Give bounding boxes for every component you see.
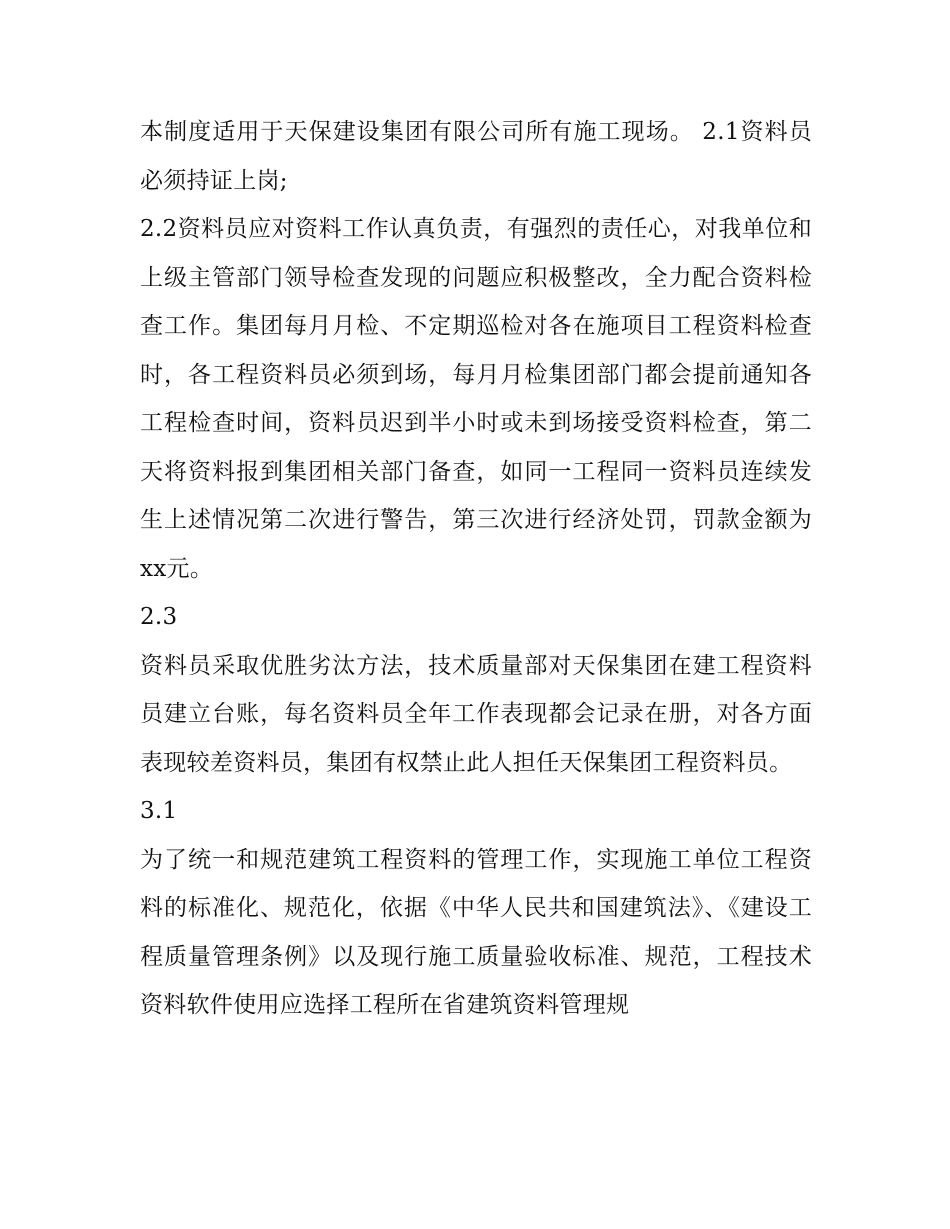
section-number-2-3: 2.3	[140, 604, 178, 630]
paragraph-2-3: 资料员采取优胜劣汰方法，技术质量部对天保集团在建工程资料员建立台账，每名资料员全年工作表现都会记录在册，对各方面表现较差资料员，集团有权禁止此人担任天保集团工程资料员。	[140, 652, 812, 776]
paragraph-3-1: 为了统一和规范建筑工程资料的管理工作，实现施工单位工程资料的标准化、规范化，依据《中华人民共和国建筑法》、《建设工程质量管理条例》以及现行施工质量验收标准、规范，工程技术资料软件使用应选择工程所在省建筑资料管理规	[140, 846, 812, 1018]
section-number-3-1: 3.1	[140, 798, 178, 824]
paragraph-2-2: 2.2资料员应对资料工作认真负责，有强烈的责任心，对我单位和上级主管部门领导检查发现的问题应积极整改，全力配合资料检查工作。集团每月月检、不定期巡检对各在施项目工程资料检查时，各工程资料员必须到场，每月月检集团部门都会提前通知各工程检查时间，资料员迟到半小时或未到场接受资料检查，第二天将资料报到集团相关部门备查，如同一工程同一资料员连续发生上述情况第二次进行警告，第三次进行经济处罚，罚款金额为xx元。	[140, 216, 812, 582]
paragraph-scope: 本制度适用于天保建设集团有限公司所有施工现场。 2.1资料员必须持证上岗;	[140, 119, 812, 194]
document-body	[140, 108, 812, 1030]
